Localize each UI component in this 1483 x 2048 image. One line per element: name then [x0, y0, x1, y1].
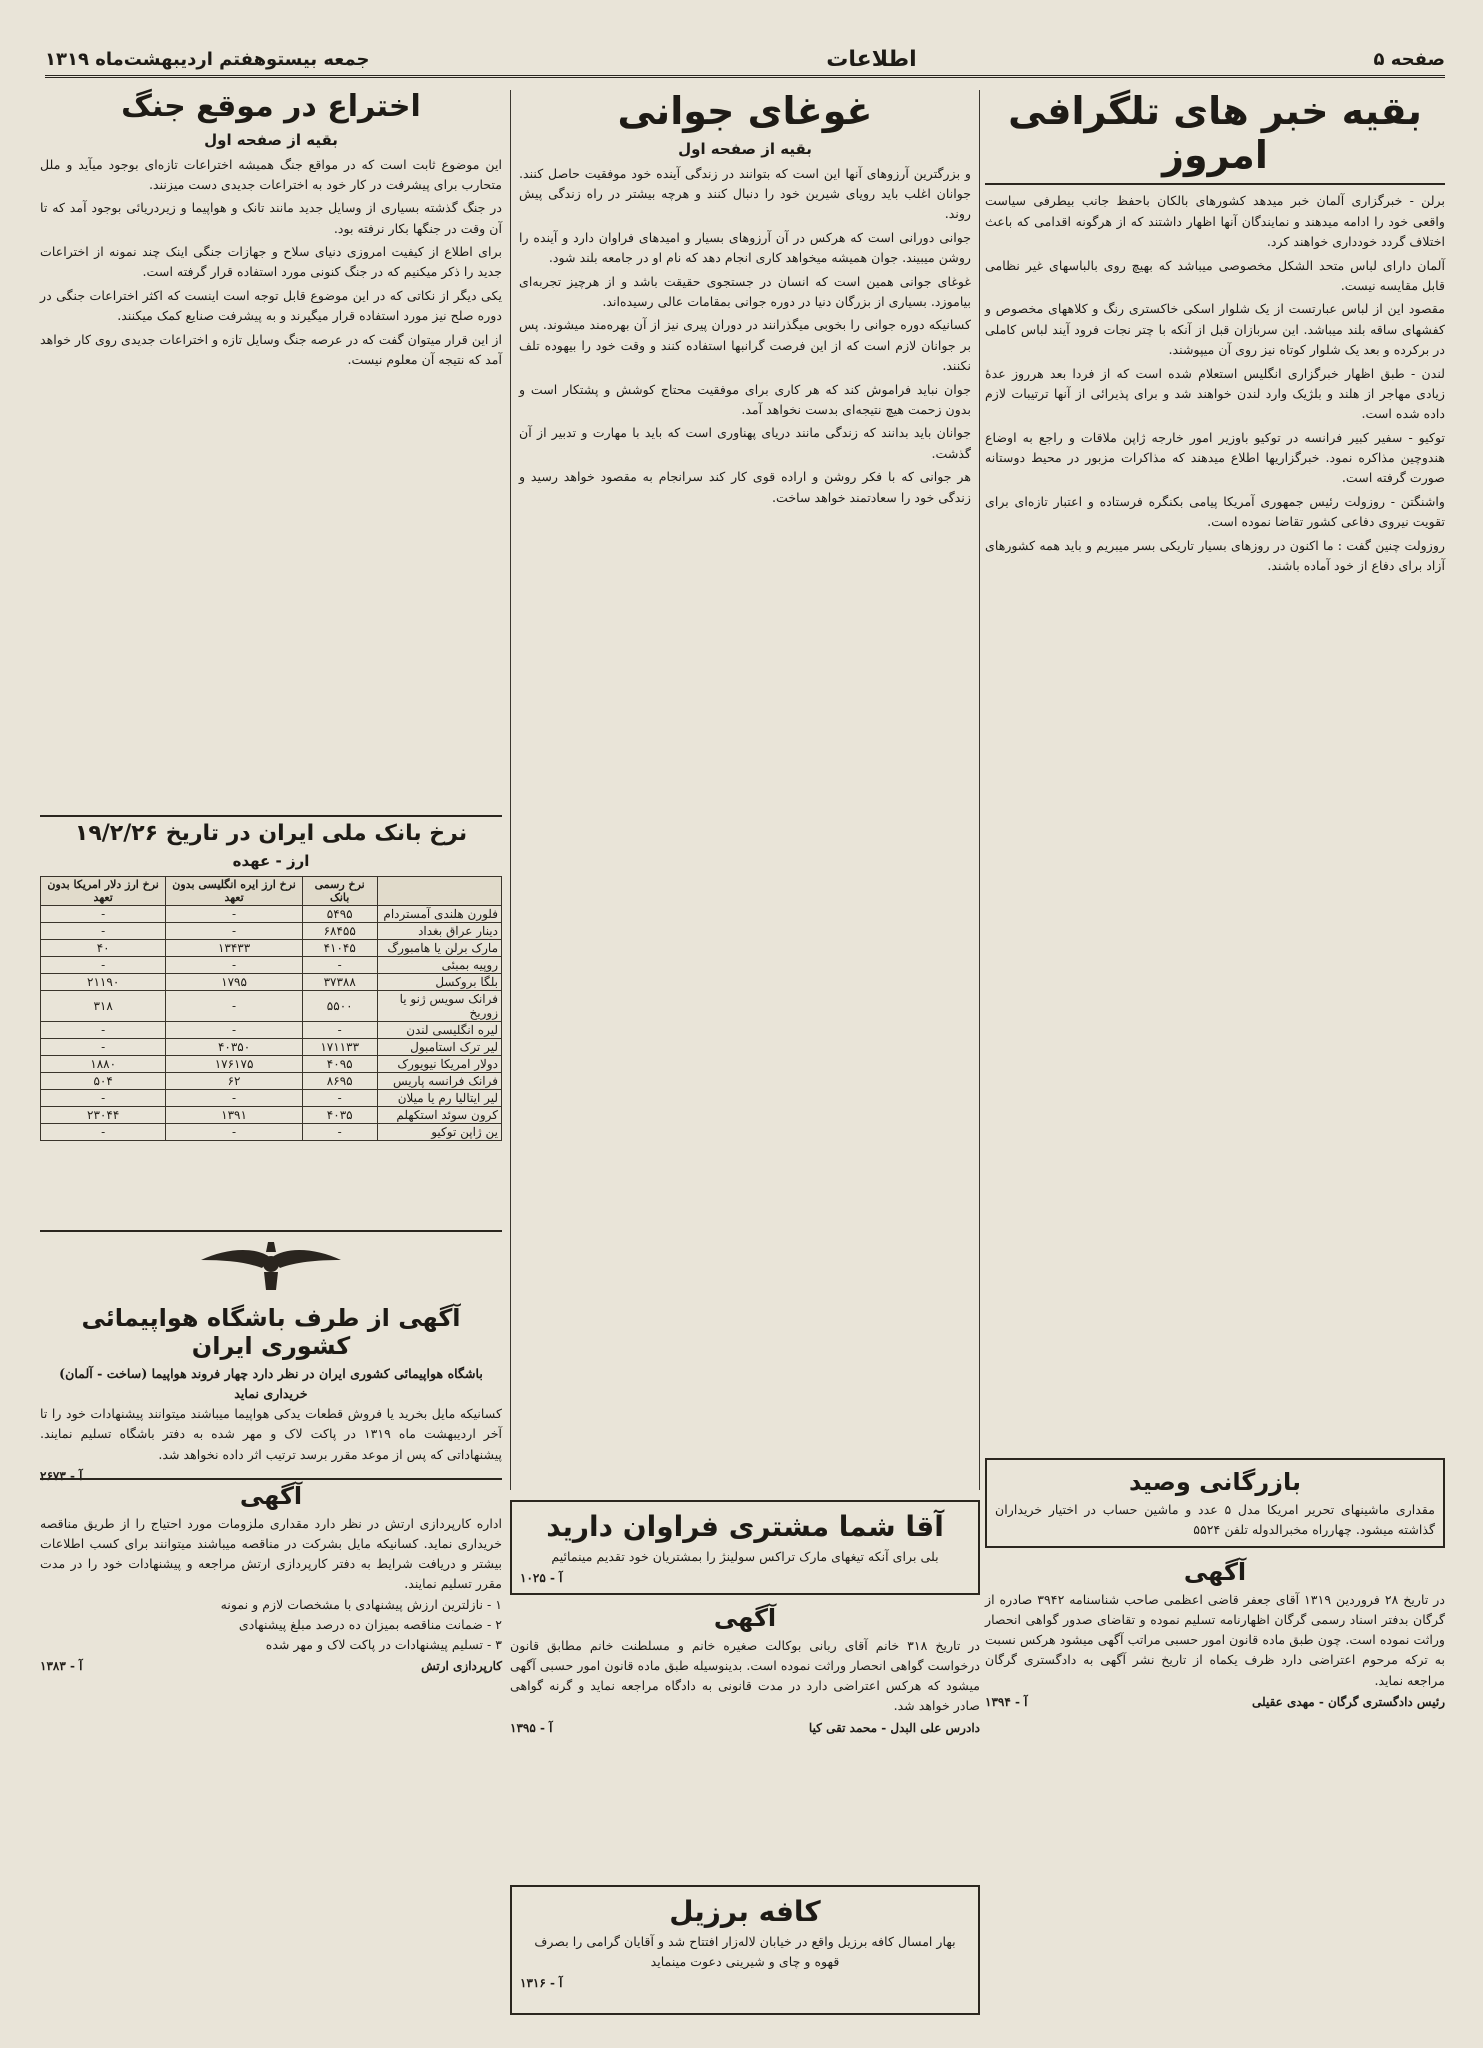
paragraph: این موضوع ثابت است که در مواقع جنگ همیشه اختراعات تازه‌ای بوجود میآید و ملل متحارب برای پیشرفت در کار خود به اختراعات جدیدی دست میزنند. — [40, 156, 502, 192]
rates-header-row — [41, 877, 502, 906]
dollar-rate: ۳۱۸ — [41, 991, 166, 1022]
pound-rate: - — [166, 1090, 302, 1107]
dollar-rate: ۴۰ — [41, 940, 166, 957]
ad-code: آ - ۱۰۲۵ — [520, 1571, 563, 1586]
trade-title: بازرگانی وصید — [1128, 1468, 1302, 1496]
rate-row — [41, 906, 502, 923]
paragraph: در جنگ گذشته بسیاری از وسایل جدید مانند تانک و هواپیما و زیردریائی بوجود آمد که تا آن وقت در جنگها بکار نرفته بود. — [40, 200, 502, 236]
paragraph: یکی دیگر از نکاتی که در این موضوع قابل توجه است اینست که اکثر اختراعات جنگی در دوره صلح نیز مورد استفاده قرار میگیرند و به پیشرفت صنایع کمک میکنند. — [40, 287, 502, 324]
pound-rate: - — [166, 923, 302, 940]
paragraph: آلمان دارای لباس متحد الشکل مخصوصی میباشد که بهیچ روی بالباسهای غیر نظامی قابل مقایسه نیست. — [985, 257, 1445, 293]
notice-code: آ - ۱۳۹۴ — [985, 1694, 1028, 1709]
paragraph: مقصود این از لباس عبارتست از یک شلوار اسکی خاکستری رنگ و کلاههای مخصوص و کفشهای ساقه بلند میباشد. این سربازان قبل از آنکه با چتر نجات فرود آیند لباس کاملی در برکرده و بعد یک شلوار کوتاه نیز روی آن میپوشند. — [985, 301, 1445, 358]
ad-code: آ - ۱۳۱۶ — [520, 1976, 563, 1991]
aviation-text: کسانیکه مایل بخرید یا فروش قطعات یدکی هواپیما میباشند میتوانند پیشنهادات خود را تا آخر اردیبهشت ماه ۱۳۱۹ در پاکت لاک و مهر شده به دفتر باشگاه تسلیم نمایند. پیشنهاداتی که پس از موعد مقرر برسد ترتیب اثر داده نخواهد شد. — [40, 1406, 502, 1462]
currency-name: کرون سوئد استکهلم — [377, 1107, 501, 1124]
currency-name: روپیه بمبئی — [377, 957, 501, 974]
trade-text: مقداری ماشینهای تحریر امریکا مدل ۵ عدد و ماشین حساب در اختیار خریداران گذاشته میشود. چهارراه مخبرالدوله تلفن ۵۵۲۴ — [995, 1502, 1435, 1538]
notice-item: ۳ - تسلیم پیشنهادات در پاکت لاک و مهر شده — [265, 1636, 502, 1652]
aviation-subtitle: باشگاه هواپیمائی کشوری ایران در نظر دارد چهار فروند هواپیما (ساخت - آلمان) خریداری نماید — [59, 1366, 483, 1402]
ad-footer — [520, 1571, 970, 1585]
official-rate: ۵۴۹۵ — [302, 906, 377, 923]
rate-row — [41, 1107, 502, 1124]
rates-title: نرخ بانک ملی ایران در تاریخ ۱۹/۲/۲۶ — [74, 821, 468, 846]
rate-row — [41, 1039, 502, 1056]
article-youth — [519, 164, 971, 508]
notice-text: در تاریخ ۲۸ فروردین ۱۳۱۹ آقای جعفر قاضی اعظمی صاحب شناسنامه ۳۹۴۲ صادره از گرگان بدفتر اسناد رسمی گرگان اظهارنامه تسلیم نموده و تقاضای صدور گواهی انحصار وراثت نموده است. چون طبق ماده قانون امور حسبی مراتب آگهی میشود هرکس نسبت به ترکه مرحوم اعتراضی دارد ظرف یکماه از تاریخ نشر آگهی به دادگستری گرگان مراجعه نماید. — [985, 1592, 1445, 1688]
page-number: صفحه ۵ — [1373, 49, 1445, 70]
rate-row — [41, 957, 502, 974]
rate-row — [41, 1073, 502, 1090]
notice-sign: رئیس دادگستری گرگان - مهدی عقیلی — [1252, 1694, 1445, 1709]
rates-table — [40, 876, 502, 1141]
army-notice — [40, 1478, 502, 2015]
pound-rate: ۱۷۹۵ — [166, 974, 302, 991]
dollar-rate: - — [41, 1039, 166, 1056]
headline-youth: غوغای جوانی — [617, 89, 873, 133]
paragraph: لندن - طبق اظهار خبرگزاری انگلیس استعلام شده است که از فردا بعد هرروز عدهٔ زیادی مهاجر از هلند و بلژیک وارد لندن خواهند شد و برای پذیرائی از آنها ترتیبات لازم داده شده است. — [985, 365, 1445, 422]
ad-footer — [520, 1976, 970, 1990]
notice-item: ۲ - ضمانت مناقصه بمیزان ده درصد مبلغ پیشنهادی — [238, 1616, 502, 1632]
rate-row — [41, 1124, 502, 1141]
notice-code: آ - ۱۳۸۳ — [40, 1658, 83, 1673]
pound-rate: ۴۰۳۵۰ — [166, 1039, 302, 1056]
dollar-rate: - — [41, 1090, 166, 1107]
paragraph: جوانی دورانی است که هرکس در آن آرزوهای بسیار و امیدهای فراوان دارد و آینده را روشن میبیند. جوان همیشه میخواهد کاری انجام دهد که نام او در جامعه بلند شود. — [519, 229, 971, 266]
rate-row — [41, 1022, 502, 1039]
official-rate: ۶۸۴۵۵ — [302, 923, 377, 940]
paragraph: واشنگتن - روزولت رئیس جمهوری آمریکا پیامی بکنگره فرستاده و اعتبار تازه‌ای برای تقویت نیروی دفاعی کشور تقاضا نموده است. — [985, 493, 1445, 530]
currency-name: لیر ایتالیا رم یا میلان — [377, 1090, 501, 1107]
aviation-notice — [40, 1230, 502, 1483]
official-rate: ۳۷۳۸۸ — [302, 974, 377, 991]
col-currency — [377, 877, 501, 906]
rate-row — [41, 991, 502, 1022]
article-telegraph — [985, 191, 1445, 576]
currency-name: مارک برلن یا هامبورگ — [377, 940, 501, 957]
notice-title: آگهی — [713, 1604, 777, 1632]
ad-title: کافه برزیل — [669, 1895, 821, 1928]
notice-item: ۱ - نازلترین ارزش پیشنهادی با مشخصات لازم و نمونه — [220, 1596, 502, 1612]
pound-rate: - — [166, 906, 302, 923]
cafe-brazil-ad — [510, 1885, 980, 2015]
currency-name: فلورن هلندی آمستردام — [377, 906, 501, 923]
winged-emblem-icon — [40, 1238, 502, 1298]
official-rate: - — [302, 1124, 377, 1141]
notice-footer — [40, 1659, 502, 1673]
notice-sign: کارپردازی ارتش — [421, 1658, 502, 1673]
notice-title: آگهی — [239, 1482, 303, 1510]
pound-rate: - — [166, 991, 302, 1022]
rates-body — [41, 906, 502, 1141]
column-middle — [510, 90, 980, 1490]
pound-rate: - — [166, 1124, 302, 1141]
pound-rate: ۱۳۴۳۳ — [166, 940, 302, 957]
rate-row — [41, 1090, 502, 1107]
trade-box — [985, 1458, 1445, 1548]
notice-text: اداره کارپردازی ارتش در نظر دارد مقداری ملزومات مورد احتیاج را از طریق مناقصه خریداری نماید. کسانیکه مایل بشرکت در مناقصه میباشند میتوانند برای کسب اطلاعات بیشتر و دریافت شرایط به دفتر کارپردازی ارتش مراجعه و پیشنهادات خود را در مدت مقرر تسلیم نمایند. — [40, 1516, 502, 1592]
exchange-rates — [40, 815, 502, 1230]
col-dollar: نرخ ارز دلار امریکا بدون تعهد — [41, 877, 166, 906]
article-invention — [40, 155, 502, 371]
currency-name: دولار امریکا نیویورک — [377, 1056, 501, 1073]
dollar-rate: - — [41, 1022, 166, 1039]
official-rate: - — [302, 1090, 377, 1107]
razor-ad — [510, 1500, 980, 1595]
ad-text: بلی برای آنکه تیغهای مارک تراکس سولینژ را بمشتریان خود تقدیم مینمائیم — [551, 1549, 939, 1564]
dollar-rate: ۲۱۱۹۰ — [41, 974, 166, 991]
notice-footer — [985, 1695, 1445, 1709]
continued-label: بقیه از صفحه اول — [204, 130, 338, 149]
paragraph: توکیو - سفیر کبیر فرانسه در توکیو باوزیر امور خارجه ژاپن ملاقات و راجع به اوضاع هندوچین مذاکره نمود. خبرگزاریها اطلاع میدهند که مذاکرات مزبور در محیط دوستانه صورت گرفته است. — [985, 429, 1445, 486]
aviation-code: آ - ۲۶۷۳ — [40, 1468, 83, 1483]
official-rate: ۱۷۱۱۳۳ — [302, 1039, 377, 1056]
dollar-rate: - — [41, 923, 166, 940]
rate-row — [41, 1056, 502, 1073]
official-rate: ۴۱۰۴۵ — [302, 940, 377, 957]
paragraph: و بزرگترین آرزوهای آنها این است که بتوانند در زندگی آینده خود موفقیت حاصل کنند. جوانان اغلب باید رویای شیرین خود را دنبال کنند و هرچه بیشتر در راه زندگی پیش روند. — [519, 165, 971, 222]
headline-telegraph: بقیه خبر های تلگرافی امروز — [1008, 89, 1422, 177]
date-line: جمعه بیستوهفتم اردیبهشت‌ماه ۱۳۱۹ — [45, 49, 370, 70]
paragraph: از این قرار میتوان گفت که در عرصه جنگ وسایل تازه و اختراعات جدیدی روی کار خواهد آمد که نتیجه آن معلوم نیست. — [39, 331, 502, 368]
pound-rate: ۶۲ — [166, 1073, 302, 1090]
notice-gorgan — [985, 1556, 1445, 2016]
official-rate: ۸۶۹۵ — [302, 1073, 377, 1090]
currency-name: دینار عراق بغداد — [377, 923, 501, 940]
notice-footer — [510, 1721, 980, 1735]
aviation-title: آگهی از طرف باشگاه هواپیمائی کشوری ایران — [81, 1304, 461, 1360]
dollar-rate: ۲۳۰۴۴ — [41, 1107, 166, 1124]
ad-text: بهار امسال کافه برزیل واقع در خیابان لاله‌زار افتتاح شد و آقایان گرامی را بصرف قهوه و چای و شیرینی دعوت مینماید — [534, 1934, 956, 1970]
notice-court — [510, 1602, 980, 1877]
headline-invention: اختراع در موقع جنگ — [121, 89, 421, 124]
paragraph: کسانیکه دوره جوانی را بخوبی میگذرانند در دوران پیری نیز از آن بهره‌مند میشوند. پس بر جوانان لازم است که از این فرصت گرانبها استفاده کنند و وقت خود را بیهوده تلف نکنند. — [519, 317, 971, 374]
dollar-rate: ۵۰۴ — [41, 1073, 166, 1090]
currency-name: بلگا بروکسل — [377, 974, 501, 991]
currency-name: فرانک سویس ژنو یا زوریخ — [377, 991, 501, 1022]
official-rate: ۴۰۹۵ — [302, 1056, 377, 1073]
notice-text: در تاریخ ۳۱۸ خانم آقای ربانی بوکالت صغیره خانم و مسلطنت خانم مطابق قانون درخواست گواهی انحصار وراثت نموده است. بدینوسیله طبق ماده قانون امور حسبی آگهی میشود که هرکس اعتراضی دارد در مدت قانونی به دادگاه مراجعه نماید و گرنه گواهی صادر خواهد شد. — [510, 1638, 980, 1714]
pound-rate: ۱۳۹۱ — [166, 1107, 302, 1124]
currency-name: ین ژاپن توکیو — [377, 1124, 501, 1141]
col-pound: نرخ ارز ایره انگلیسی بدون تعهد — [166, 877, 302, 906]
masthead — [45, 44, 1445, 78]
official-rate: - — [302, 1022, 377, 1039]
col-official: نرخ رسمی بانک — [302, 877, 377, 906]
notice-sign: دادرس علی البدل - محمد تقی کیا — [808, 1720, 980, 1735]
ad-title: آقا شما مشتری فراوان دارید — [546, 1510, 944, 1543]
column-left — [40, 90, 502, 810]
dollar-rate: - — [41, 1124, 166, 1141]
dollar-rate: - — [41, 957, 166, 974]
paragraph: برای اطلاع از کیفیت امروزی دنیای سلاح و جهازات جنگی اینک چند نمونه از اختراعات جدید را ذکر میکنیم که در جنگ کنونی مورد استفاده قرار گرفته است. — [40, 244, 502, 280]
rates-group: ارز - عهده — [232, 852, 310, 870]
notice-title: آگهی — [1183, 1558, 1247, 1586]
paragraph: روزولت چنین گفت : ما اکنون در روزهای بسیار تاریکی بسر میبریم و باید همه کشورهای آزاد برای دفاع از خود آماده باشند. — [985, 537, 1445, 574]
paragraph: غوغای جوانی همین است که انسان در جستجوی حقیقت باشد و از هرچیز تجربه‌ای بیاموزد. بسیاری از بزرگان دنیا در دوره جوانی بمقامات عالی رسیده‌اند. — [519, 273, 971, 310]
pound-rate: - — [166, 1022, 302, 1039]
paragraph: جوانان باید بدانند که زندگی مانند دریای پهناوری است که باید با مهارت و تدبیر از آن گذشت. — [519, 425, 971, 461]
official-rate: ۴۰۳۵ — [302, 1107, 377, 1124]
rate-row — [41, 974, 502, 991]
pound-rate: ۱۷۶۱۷۵ — [166, 1056, 302, 1073]
currency-name: فرانک فرانسه پاریس — [377, 1073, 501, 1090]
pound-rate: - — [166, 957, 302, 974]
divider — [985, 183, 1445, 185]
continued-label: بقیه از صفحه اول — [678, 139, 812, 158]
paragraph: جوان نباید فراموش کند که هر کاری برای موفقیت محتاج کوشش و پشتکار است و بدون زحمت هیچ نتیجه‌ای بدست نخواهد آمد. — [519, 381, 971, 417]
rate-row — [41, 940, 502, 957]
dollar-rate: ۱۸۸۰ — [41, 1056, 166, 1073]
currency-name: لیره انگلیسی لندن — [377, 1022, 501, 1039]
official-rate: - — [302, 957, 377, 974]
official-rate: ۵۵۰۰ — [302, 991, 377, 1022]
paragraph: هر جوانی که با فکر روشن و اراده قوی کار کند سرانجام به مقصود خواهد رسید و زندگی خود را سعادتمند خواهد ساخت. — [519, 469, 971, 505]
dollar-rate: - — [41, 906, 166, 923]
notice-code: آ - ۱۳۹۵ — [510, 1720, 553, 1735]
currency-name: لیر ترک استامبول — [377, 1039, 501, 1056]
rate-row — [41, 923, 502, 940]
paper-name: اطلاعات — [826, 47, 917, 72]
paragraph: برلن - خبرگزاری آلمان خبر میدهد کشورهای بالکان باحفظ جانب بیطرفی سیاست واقعی خود را ادامه میدهند و نمایندگان آنها اظهار داشتند که از هرگونه اقدامی که باعث اختلاف گردد خودداری خواهند کرد. — [985, 193, 1445, 250]
